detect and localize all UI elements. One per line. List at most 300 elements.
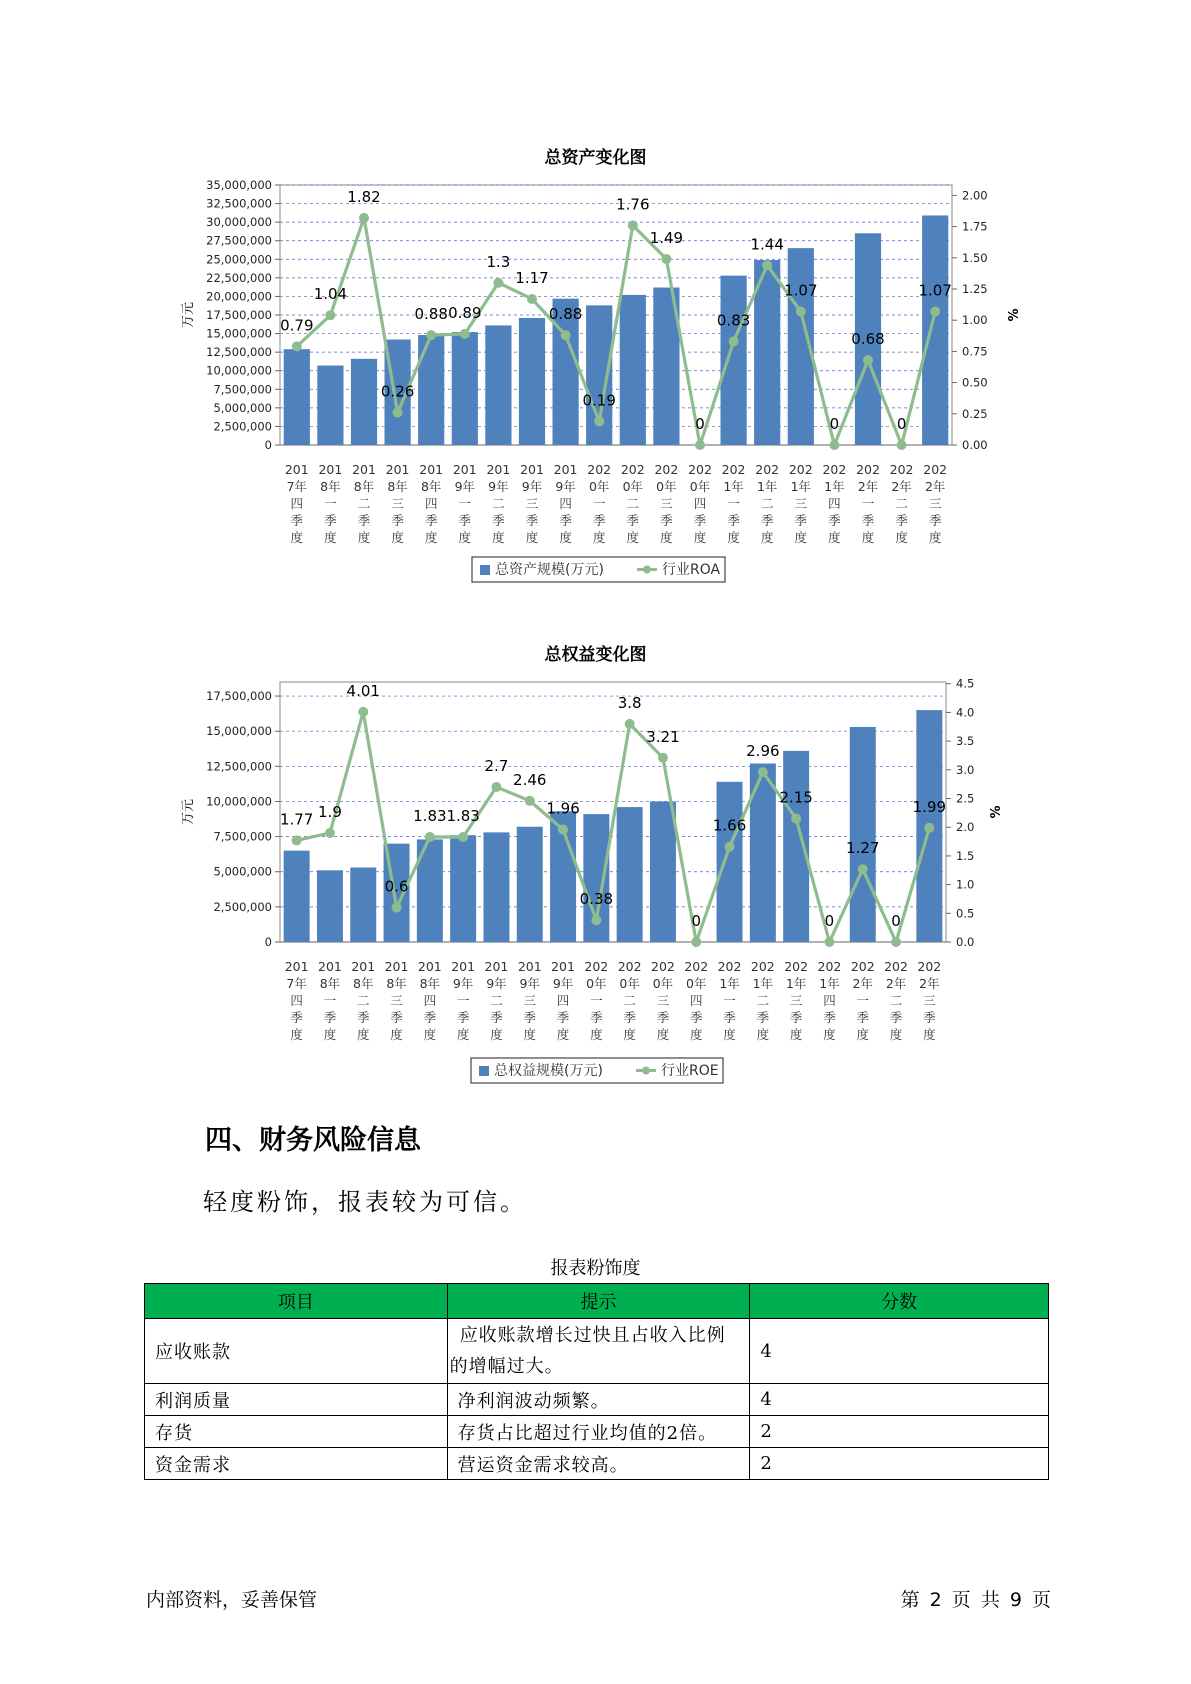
x-tick-label: 季 [356,1010,370,1025]
x-tick-label: 2年 [857,479,879,494]
x-tick-label: 三 [923,993,936,1008]
x-tick-label: 202 [750,959,775,974]
series-point [762,260,772,270]
x-tick-label: 201 [417,959,442,974]
data-label: 0 [891,912,901,930]
x-tick-label: 202 [717,959,742,974]
x-tick-label: 8年 [420,479,442,494]
x-tick-label: 度 [794,530,808,545]
x-tick-label: 季 [592,513,606,528]
series-point [458,832,468,842]
left-tick-label: 35,000,000 [206,178,272,192]
left-tick-label: 15,000,000 [206,724,272,739]
x-tick-label: 度 [523,1027,537,1042]
x-tick-label: 季 [789,1010,803,1025]
x-tick-label: 四 [423,993,437,1008]
data-label: 0 [829,415,840,433]
cell-item: 资金需求 [145,1448,448,1480]
data-label: 0.19 [582,391,616,410]
bar [418,335,444,445]
x-tick-label: 1年 [785,976,807,991]
left-tick-label: 7,500,000 [213,829,272,844]
x-tick-label: 季 [492,513,505,528]
table-row [145,1416,1049,1448]
right-axis-label: % [989,805,1004,819]
data-label: 1.44 [750,235,784,254]
data-label: 1.07 [918,281,952,300]
series-point [897,440,907,450]
bar [485,325,511,445]
x-tick-label: 201 [452,462,477,477]
series-point [758,767,768,777]
table-row [145,1319,1049,1384]
cell-hint-line2: 的增幅过大。 [449,1356,564,1377]
bar [850,727,876,942]
bar [519,318,545,445]
x-tick-label: 三 [656,993,670,1008]
series-point [625,719,635,729]
section-summary: 轻度粉饰，报表较为可信。 [203,1188,527,1216]
x-tick-label: 201 [553,462,578,477]
data-label: 1.96 [546,799,580,818]
x-tick-label: 9年 [452,976,474,991]
footer-page-number: 第 2 页 共 9 页 [900,1589,1051,1611]
bar [650,801,676,942]
cell-score: 4 [750,1384,1049,1416]
chart-title-assets: 总资产变化图 [544,148,647,168]
x-tick-label: 度 [556,1027,570,1042]
x-tick-label: 度 [324,530,337,545]
data-label: 4.01 [346,681,380,700]
data-label: 2.96 [746,742,780,761]
left-tick-label: 22,500,000 [206,270,272,285]
table-row [145,1448,1049,1480]
x-tick-label: 度 [356,1027,370,1042]
x-tick-label: 季 [456,1010,470,1025]
x-tick-label: 9年 [552,976,574,991]
data-label: 1.07 [784,281,818,300]
x-tick-label: 季 [723,1010,736,1025]
series-point [493,278,503,288]
x-tick-label: 季 [290,1010,303,1025]
x-tick-label: 季 [525,513,539,528]
left-axis-label: 万元 [181,798,196,826]
x-tick-label: 1年 [723,479,744,494]
x-tick-label: 季 [559,513,572,528]
x-tick-label: 度 [290,1027,303,1042]
series-point [594,416,604,426]
data-label: 1.77 [279,810,314,829]
x-tick-label: 度 [889,1027,903,1042]
x-tick-label: 季 [689,1010,703,1025]
x-tick-label: 度 [693,530,707,545]
right-tick-label: 4.0 [956,705,975,720]
left-tick-label: 5,000,000 [213,864,272,879]
series-point [425,832,435,842]
right-tick-label: 0.50 [962,375,988,390]
x-tick-label: 一 [324,496,337,511]
left-tick-label: 20,000,000 [206,289,272,304]
x-tick-label: 8年 [419,976,441,991]
x-tick-label: 度 [290,530,304,545]
x-tick-label: 一 [861,496,875,511]
data-label: 1.49 [649,229,684,248]
x-tick-label: 二 [623,993,636,1008]
total-assets-chart [0,170,1191,620]
data-label: 0.79 [280,316,314,335]
x-tick-label: 二 [889,993,903,1008]
x-tick-label: 202 [587,462,612,477]
series-point [858,864,868,874]
x-tick-label: 201 [484,959,509,974]
x-tick-label: 度 [357,530,371,545]
x-tick-label: 度 [923,1027,936,1042]
x-tick-label: 2年 [919,976,940,991]
x-tick-label: 8年 [320,479,341,494]
data-label: 0 [896,415,907,433]
cell-score: 4 [750,1319,1049,1384]
table-caption: 报表粉饰度 [550,1258,641,1279]
x-tick-label: 度 [525,530,539,545]
x-tick-label: 201 [384,959,409,974]
x-tick-label: 二 [756,993,770,1008]
x-tick-label: 度 [689,1027,703,1042]
x-tick-label: 四 [559,496,572,511]
x-tick-label: 三 [794,496,808,511]
x-tick-label: 201 [520,462,544,477]
x-tick-label: 0年 [652,976,674,991]
x-tick-label: 一 [592,496,606,511]
x-tick-label: 四 [290,993,303,1008]
right-tick-label: 2.5 [956,791,975,806]
x-tick-label: 202 [923,462,948,477]
x-tick-label: 季 [424,513,438,528]
x-tick-label: 季 [928,513,942,528]
x-tick-label: 度 [456,1027,470,1042]
left-tick-label: 5,000,000 [213,400,272,415]
left-tick-label: 17,500,000 [206,308,272,322]
legend-line-marker [642,1067,650,1075]
bar [517,827,543,942]
series-point [924,823,934,833]
x-tick-label: 1年 [756,479,778,494]
x-tick-label: 201 [385,462,410,477]
x-tick-label: 202 [721,462,746,477]
x-tick-label: 0年 [619,976,640,991]
data-label: 0.38 [579,890,614,909]
right-tick-label: 1.00 [962,313,988,328]
x-tick-label: 9年 [454,479,476,494]
header-score: 分数 [750,1284,1049,1319]
x-tick-label: 二 [490,993,503,1008]
left-tick-label: 0 [264,935,272,949]
series-point [791,814,801,824]
x-tick-label: 季 [523,1010,537,1025]
series-point [292,341,302,351]
x-tick-label: 度 [660,530,673,545]
left-tick-label: 7,500,000 [213,382,272,397]
series-point [695,440,705,450]
series-point [426,330,436,340]
legend-line-label: 行业ROA [662,562,721,578]
x-tick-label: 202 [617,959,642,974]
x-tick-label: 季 [828,513,841,528]
cell-hint: 净利润波动频繁。 [447,1384,750,1416]
x-tick-label: 度 [928,530,942,545]
x-tick-label: 201 [318,462,343,477]
x-tick-label: 季 [861,513,875,528]
data-label: 1.66 [712,816,747,835]
left-tick-label: 10,000,000 [206,363,272,378]
left-tick-label: 32,500,000 [206,196,272,211]
cell-item: 利润质量 [145,1384,448,1416]
bar [620,295,646,445]
x-tick-label: 202 [817,959,842,974]
x-tick-label: 201 [419,462,444,477]
x-tick-label: 7年 [286,479,308,494]
legend-line-label: 行业ROE [661,1063,719,1079]
x-tick-label: 202 [688,462,712,477]
series-point [661,254,671,264]
x-tick-label: 0年 [689,479,711,494]
x-tick-label: 三 [660,496,673,511]
x-tick-label: 201 [318,959,342,974]
header-item: 项目 [145,1284,448,1319]
x-tick-label: 季 [693,513,707,528]
series-point [658,753,668,763]
data-label: 3.21 [646,727,680,746]
x-tick-label: 一 [590,993,603,1008]
x-tick-label: 9年 [488,479,509,494]
x-tick-label: 度 [789,1027,803,1042]
x-tick-label: 度 [623,1027,636,1042]
left-tick-label: 15,000,000 [206,326,272,341]
x-tick-label: 9年 [555,479,576,494]
bar [617,807,643,942]
data-label: 0 [695,415,705,433]
x-tick-label: 季 [889,1010,903,1025]
x-tick-label: 度 [727,530,740,545]
x-tick-label: 四 [823,993,836,1008]
x-tick-label: 季 [623,1010,636,1025]
series-point [691,937,701,947]
right-tick-label: 3.0 [956,762,975,777]
cell-hint: 营运资金需求较高。 [447,1448,750,1480]
x-tick-label: 二 [760,496,774,511]
x-tick-label: 度 [590,1027,603,1042]
series-point [460,329,470,339]
x-tick-label: 201 [551,959,575,974]
x-tick-label: 度 [592,530,606,545]
series-point [558,825,568,835]
x-tick-label: 度 [458,530,472,545]
data-label: 0 [824,912,835,930]
right-tick-label: 0.75 [962,344,988,359]
x-tick-label: 201 [451,959,476,974]
cell-hint [447,1319,750,1384]
series-point [628,220,638,230]
x-tick-label: 度 [391,530,404,545]
x-tick-label: 0年 [622,479,644,494]
data-label: 2.15 [779,788,813,807]
series-point [824,937,834,947]
data-label: 1.76 [616,195,650,214]
series-point [561,330,571,340]
x-tick-label: 一 [727,496,740,511]
data-label: 1.82 [347,187,381,206]
right-tick-label: 1.50 [962,250,988,265]
x-tick-label: 度 [856,1027,870,1042]
left-tick-label: 0 [264,438,272,452]
x-tick-label: 季 [458,513,472,528]
x-tick-label: 202 [856,462,880,477]
series-point [725,842,735,852]
x-tick-label: 201 [352,462,376,477]
bar [720,276,746,445]
x-tick-label: 8年 [319,976,341,991]
bar [450,835,476,942]
x-tick-label: 一 [456,993,470,1008]
x-tick-label: 季 [290,513,304,528]
x-tick-label: 四 [290,496,304,511]
data-label: 1.3 [486,252,511,271]
series-point [325,828,335,838]
x-tick-label: 202 [784,959,809,974]
series-point [359,213,369,223]
x-tick-label: 一 [723,993,736,1008]
legend-bar-swatch [479,1066,489,1076]
data-label: 0.88 [414,305,448,324]
right-tick-label: 1.75 [962,219,988,234]
x-tick-label: 度 [424,530,438,545]
x-tick-label: 1年 [790,479,812,494]
bar [922,215,948,445]
left-tick-label: 2,500,000 [213,899,272,914]
x-tick-label: 202 [584,959,609,974]
left-tick-label: 25,000,000 [206,252,272,267]
x-tick-label: 2年 [885,976,907,991]
x-tick-label: 季 [727,513,740,528]
legend-bar-label: 总资产规模(万元) [495,562,604,578]
bar [317,366,343,445]
left-axis-label: 万元 [181,301,196,329]
right-tick-label: 0.00 [962,438,988,452]
total-equity-chart [0,675,1191,1105]
x-tick-label: 202 [884,959,908,974]
right-tick-label: 2.0 [956,820,975,835]
x-tick-label: 201 [284,462,309,477]
x-tick-label: 季 [760,513,774,528]
x-tick-label: 202 [755,462,780,477]
x-tick-label: 度 [492,530,505,545]
x-tick-label: 1年 [719,976,740,991]
x-tick-label: 四 [556,993,570,1008]
data-label: 3.8 [617,693,642,712]
cell-score: 2 [750,1416,1049,1448]
x-tick-label: 9年 [521,479,543,494]
data-label: 1.17 [515,268,549,287]
whitewash-table [144,1283,1049,1480]
bar [717,782,743,942]
x-tick-label: 季 [391,513,404,528]
left-tick-label: 27,500,000 [206,233,272,248]
x-tick-label: 201 [486,462,511,477]
x-tick-label: 季 [324,513,337,528]
x-tick-label: 202 [850,959,875,974]
data-label: 0.88 [548,305,583,324]
bar [351,359,377,445]
x-tick-label: 0年 [586,976,607,991]
x-tick-label: 季 [823,1010,836,1025]
series-point [591,915,601,925]
x-tick-label: 三 [390,993,403,1008]
x-tick-label: 季 [794,513,808,528]
x-tick-label: 8年 [386,976,407,991]
x-tick-label: 202 [822,462,847,477]
x-tick-label: 季 [323,1010,337,1025]
x-tick-label: 季 [756,1010,770,1025]
x-tick-label: 度 [756,1027,770,1042]
right-tick-label: 1.25 [962,281,988,296]
x-tick-label: 202 [620,462,645,477]
x-tick-label: 202 [889,462,914,477]
legend-bar-swatch [480,565,490,575]
x-tick-label: 三 [928,496,942,511]
x-tick-label: 度 [626,530,640,545]
series-point [829,440,839,450]
right-tick-label: 3.5 [956,734,975,749]
x-tick-label: 度 [490,1027,503,1042]
left-tick-label: 10,000,000 [206,794,272,809]
x-tick-label: 9年 [486,976,507,991]
bar [483,832,509,942]
x-tick-label: 二 [492,496,505,511]
table-header-row [145,1284,1049,1319]
series-point [930,306,940,316]
data-label: 0.6 [384,877,409,896]
x-tick-label: 度 [895,530,908,545]
series-point [796,306,806,316]
series-point [325,310,335,320]
x-tick-label: 202 [654,462,679,477]
x-tick-label: 度 [390,1027,403,1042]
table-row [145,1384,1049,1416]
x-tick-label: 季 [660,513,673,528]
header-hint: 提示 [447,1284,750,1319]
right-tick-label: 0.5 [956,906,975,921]
x-tick-label: 8年 [353,479,375,494]
data-label: 1.83 [413,806,447,825]
data-label: 1.27 [846,839,880,858]
x-tick-label: 三 [391,496,404,511]
x-tick-label: 2年 [852,976,873,991]
x-tick-label: 二 [895,496,908,511]
data-label: 0.83 [716,311,751,330]
x-tick-label: 四 [693,496,707,511]
series-point [527,294,537,304]
section-heading: 四、财务风险信息 [205,1125,421,1156]
left-tick-label: 30,000,000 [206,215,272,230]
cell-item: 应收账款 [145,1319,448,1384]
x-tick-label: 季 [923,1010,936,1025]
x-tick-label: 0年 [588,479,610,494]
x-tick-label: 度 [861,530,875,545]
data-label: 2.46 [513,770,547,789]
x-tick-label: 8年 [387,479,408,494]
x-tick-label: 四 [828,496,841,511]
x-tick-label: 1年 [752,976,774,991]
data-label: 1.99 [912,797,947,816]
